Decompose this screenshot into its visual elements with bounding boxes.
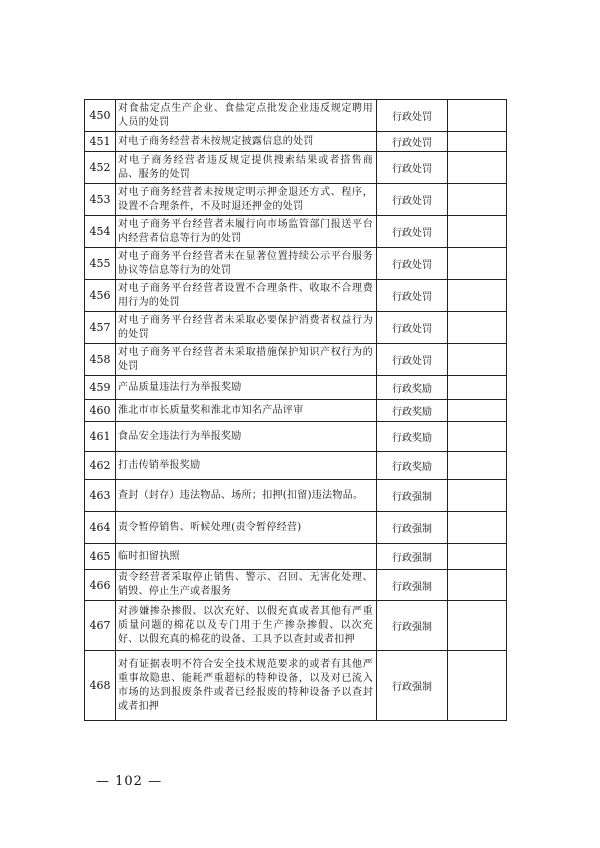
item-name: 责令暂停销售、听候处理(责令暂停经营)	[116, 512, 377, 544]
item-category: 行政处罚	[377, 312, 448, 344]
item-category: 行政奖励	[377, 422, 448, 452]
item-category: 行政处罚	[377, 280, 448, 312]
remarks-cell	[448, 422, 507, 452]
table-row	[85, 184, 507, 216]
remarks-cell	[448, 651, 507, 721]
remarks-cell	[448, 216, 507, 248]
item-category: 行政奖励	[377, 400, 448, 422]
item-name: 产品质量违法行为举报奖励	[116, 376, 377, 400]
row-number: 451	[85, 132, 116, 152]
item-category: 行政处罚	[377, 248, 448, 280]
row-number: 464	[85, 512, 116, 544]
row-number: 461	[85, 422, 116, 452]
remarks-cell	[448, 452, 507, 480]
row-number: 465	[85, 544, 116, 570]
table-row	[85, 601, 507, 651]
item-name: 对涉嫌掺杂掺假、以次充好、以假充真或者其他有严重质量问题的棉花以及专门用于生产掺杂掺假、以次充好、以假充真的棉花的设备、工具予以查封或者扣押	[116, 601, 377, 651]
table-row	[85, 280, 507, 312]
item-category: 行政强制	[377, 570, 448, 601]
remarks-cell	[448, 601, 507, 651]
remarks-cell	[448, 100, 507, 132]
page-number: — 102 —	[96, 774, 163, 789]
row-number: 453	[85, 184, 116, 216]
row-number: 467	[85, 601, 116, 651]
table-row	[85, 480, 507, 512]
item-name: 对电子商务经营者未按规定披露信息的处罚	[116, 132, 377, 152]
item-category: 行政处罚	[377, 100, 448, 132]
row-number: 456	[85, 280, 116, 312]
remarks-cell	[448, 152, 507, 184]
remarks-cell	[448, 248, 507, 280]
item-name: 对电子商务平台经营者未采取必要保护消费者权益行为的处罚	[116, 312, 377, 344]
row-number: 455	[85, 248, 116, 280]
item-category: 行政强制	[377, 601, 448, 651]
remarks-cell	[448, 312, 507, 344]
item-name: 对电子商务平台经营者未履行向市场监管部门报送平台内经营者信息等行为的处罚	[116, 216, 377, 248]
item-category: 行政强制	[377, 651, 448, 721]
item-name: 责令经营者采取停止销售、警示、召回、无害化处理、销毁、停止生产或者服务	[116, 570, 377, 601]
row-number: 454	[85, 216, 116, 248]
table-row	[85, 312, 507, 344]
remarks-cell	[448, 570, 507, 601]
row-number: 468	[85, 651, 116, 721]
item-name: 对有证据表明不符合安全技术规范要求的或者有其他严重事故隐患、能耗严重超标的特种设备，以及对已流入市场的达到报废条件或者已经报废的特种设备予以查封或者扣押	[116, 651, 377, 721]
administrative-items-table	[84, 99, 507, 721]
document-table-container	[84, 99, 497, 721]
remarks-cell	[448, 400, 507, 422]
item-category: 行政处罚	[377, 216, 448, 248]
row-number: 460	[85, 400, 116, 422]
item-category: 行政处罚	[377, 184, 448, 216]
item-name: 对电子商务平台经营者设置不合理条件、收取不合理费用行为的处罚	[116, 280, 377, 312]
row-number: 462	[85, 452, 116, 480]
row-number: 466	[85, 570, 116, 601]
item-name: 淮北市市长质量奖和淮北市知名产品评审	[116, 400, 377, 422]
remarks-cell	[448, 280, 507, 312]
item-category: 行政处罚	[377, 132, 448, 152]
item-name: 临时扣留执照	[116, 544, 377, 570]
row-number: 459	[85, 376, 116, 400]
table-row	[85, 248, 507, 280]
item-category: 行政强制	[377, 544, 448, 570]
row-number: 450	[85, 100, 116, 132]
row-number: 463	[85, 480, 116, 512]
table-row	[85, 452, 507, 480]
remarks-cell	[448, 344, 507, 376]
remarks-cell	[448, 544, 507, 570]
item-name: 食品安全违法行为举报奖励	[116, 422, 377, 452]
table-row	[85, 152, 507, 184]
table-row	[85, 544, 507, 570]
item-category: 行政强制	[377, 480, 448, 512]
remarks-cell	[448, 132, 507, 152]
remarks-cell	[448, 512, 507, 544]
item-name: 打击传销举报奖励	[116, 452, 377, 480]
table-row	[85, 400, 507, 422]
row-number: 452	[85, 152, 116, 184]
item-name: 对食盐定点生产企业、食盐定点批发企业违反规定聘用人员的处罚	[116, 100, 377, 132]
item-name: 对电子商务平台经营者未采取措施保护知识产权行为的处罚	[116, 344, 377, 376]
remarks-cell	[448, 480, 507, 512]
table-row	[85, 216, 507, 248]
item-category: 行政处罚	[377, 152, 448, 184]
remarks-cell	[448, 184, 507, 216]
table-row	[85, 512, 507, 544]
table-row	[85, 570, 507, 601]
table-row	[85, 376, 507, 400]
table-row	[85, 132, 507, 152]
table-body	[85, 100, 507, 721]
row-number: 458	[85, 344, 116, 376]
item-category: 行政处罚	[377, 344, 448, 376]
item-name: 对电子商务经营者违反规定提供搜索结果或者搭售商品、服务的处罚	[116, 152, 377, 184]
item-category: 行政强制	[377, 512, 448, 544]
item-category: 行政奖励	[377, 452, 448, 480]
item-name: 对电子商务平台经营者未在显著位置持续公示平台服务协议等信息等行为的处罚	[116, 248, 377, 280]
table-row	[85, 344, 507, 376]
item-name: 查封（封存）违法物品、场所；扣押(扣留)违法物品。	[116, 480, 377, 512]
item-name: 对电子商务经营者未按规定明示押金退还方式、程序，设置不合理条件，不及时退还押金的处罚	[116, 184, 377, 216]
table-row	[85, 422, 507, 452]
item-category: 行政奖励	[377, 376, 448, 400]
table-row	[85, 651, 507, 721]
remarks-cell	[448, 376, 507, 400]
row-number: 457	[85, 312, 116, 344]
table-row	[85, 100, 507, 132]
